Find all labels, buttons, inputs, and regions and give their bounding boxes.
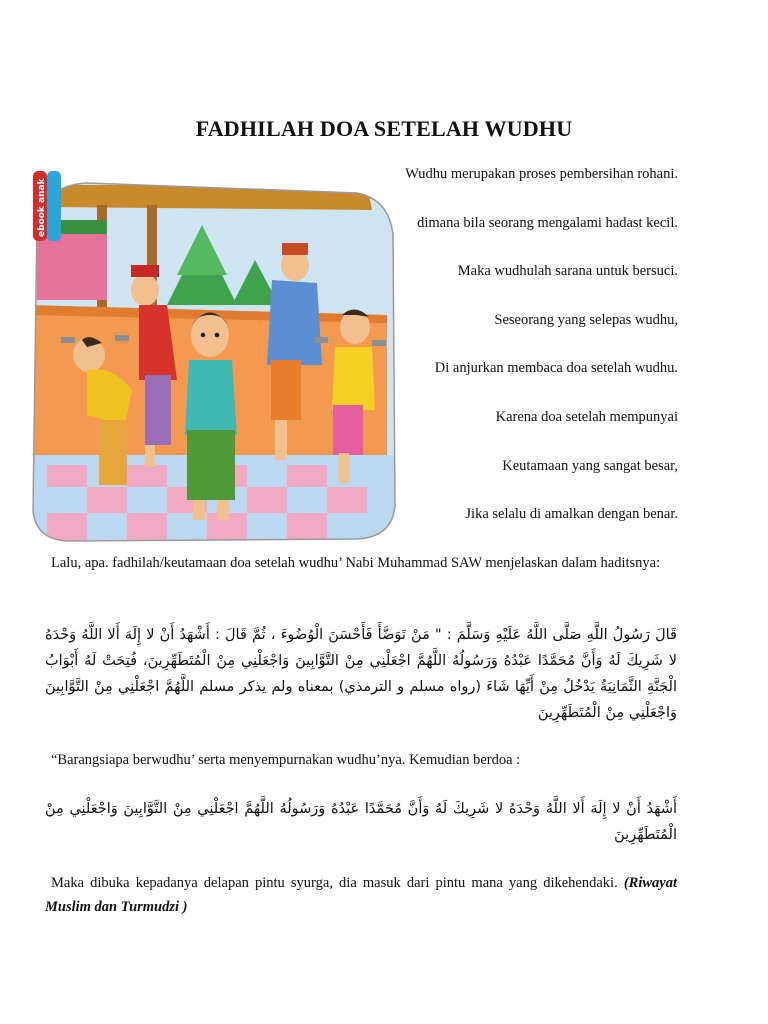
children-wudhu-illustration [27, 165, 397, 543]
intro-line: Jika selalu di amalkan dengan benar. [465, 506, 678, 523]
page-title: FADHILAH DOA SETELAH WUDHU [195, 116, 573, 141]
arabic-hadith-text: قَالَ رَسُولُ اللَّهِ صَلَّى اللَّهُ عَلَيْهِ وَسَلَّمَ : " مَنْ تَوَضَّأَ فَأَحْسَنَ الْوُضُوءَ ، ثُمَّ قَالَ : أَشْهَدُ أَنْ لا إِلَهَ أَلا اللَّهُ وَحْدَهُ لا شَرِيكَ لَهُ وَأَنَّ مُحَمَّدًا عَبْدُهُ وَرَسُولُهُ اللَّهُمَّ اجْعَلْنِي مِنْ التَّوَّابِينَ وَاجْعَلْنِي مِنْ الْمُتَطَهِّرِينَ، فُتِحَتْ لَهُ أَبْوَابُ الْجَنَّةِ الثَّمَانِيَةُ يَدْخُلُ مِنْ أَيِّهَا شَاءَ (رواه مسلم و الترمذي) بمعناه ولم يذكر مسلم اللَّهُمَّ اجْعَلْنِي مِنْ التَّوَّابِينَ وَاجْعَلْنِي مِنْ الْمُتَطَهِّرِينَ [45, 627, 677, 721]
closing-paragraph [45, 871, 677, 919]
intro-line: Keutamaan yang sangat besar, [502, 457, 678, 474]
hadith-reference: (Riwayat Muslim dan Turmudzi ) [45, 875, 678, 915]
intro-line: Maka wudhulah sarana untuk bersuci. [457, 263, 678, 280]
arabic-doa-text: أَشْهَدُ أَنْ لا إِلَهَ أَلا اللَّهُ وَحْدَهُ لا شَرِيكَ لَهُ وَأَنَّ مُحَمَّدًا عَبْدُهُ وَرَسُولُهُ اللَّهُمَّ اجْعَلْنِي مِنْ التَّوَّابِينَ وَاجْعَلْنِي مِنْ الْمُتَطَهِّرِينَ [45, 801, 677, 843]
translation-paragraph: “Barangsiapa berwudhu’ serta menyempurnakan wudhu’nya. Kemudian berdoa : [51, 752, 521, 768]
intro-line: Wudhu merupakan proses pembersihan rohani. [405, 166, 678, 182]
intro-line: Di anjurkan membaca doa setelah wudhu. [434, 360, 678, 377]
closing-text: Maka dibuka kepadanya delapan pintu syurga, dia masuk dari pintu mana yang dikehendaki. [51, 875, 618, 891]
intro-line: Karena doa setelah mempunyai [495, 408, 678, 425]
ebook-anak-logo [33, 171, 61, 241]
intro-lines [405, 164, 678, 553]
logo-text: ebook anak [37, 178, 47, 237]
intro-line: Seseorang yang selepas wudhu, [494, 311, 678, 328]
intro-line: dimana bila seorang mengalami hadast kecil. [417, 214, 678, 231]
intro-paragraph: Lalu, apa. fadhilah/keutamaan doa setelah wudhu’ Nabi Muhammad SAW menjelaskan dalam haditsnya: [51, 555, 661, 571]
